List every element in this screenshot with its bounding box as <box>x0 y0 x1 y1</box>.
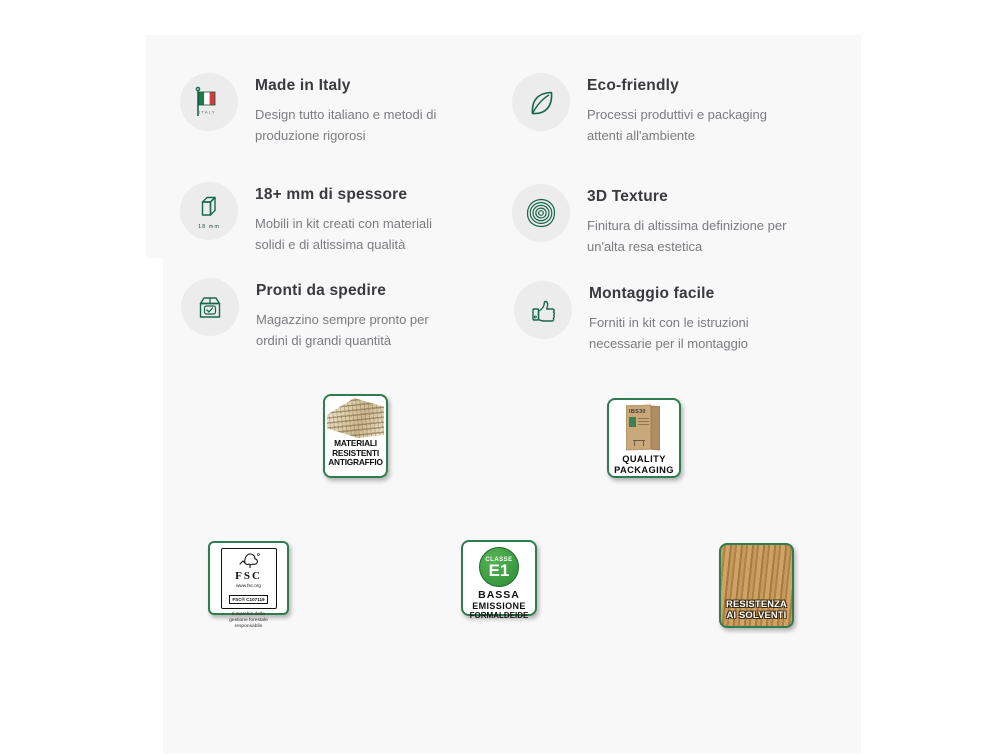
badge-text-line: RESISTENTI <box>332 447 379 458</box>
badge-text-line: QUALITY <box>622 454 666 464</box>
box-green-label <box>629 417 636 427</box>
badge-fsc-certification <box>208 541 289 629</box>
shipping-box-icon <box>181 278 239 336</box>
e1-class-seal <box>479 547 519 587</box>
badge-text-line: RESISTENZA <box>726 599 787 609</box>
badge-text-line: AI SOLVENTI <box>726 610 787 620</box>
feature-title: Made in Italy <box>255 77 351 94</box>
box-code: IBS30 <box>629 409 646 415</box>
badge-text-line: ANTIGRAFFIO <box>328 457 383 468</box>
fsc-caption-line: responsabile <box>234 624 263 629</box>
feature-title: 18+ mm di spessore <box>255 186 408 203</box>
fsc-caption-line: Il marchio della <box>232 612 265 617</box>
leaf-icon <box>512 73 570 131</box>
thumbs-up-icon <box>514 281 572 339</box>
feature-3d-texture <box>512 184 805 257</box>
fsc-license-code: FSC® C107119 <box>229 595 267 604</box>
badge-text-line: BASSA <box>478 589 520 601</box>
fsc-caption-line: gestione forestale <box>229 618 268 623</box>
thickness-label: 18 mm <box>198 223 220 230</box>
badge-text-line: MATERIALI <box>334 438 377 448</box>
feature-eco-friendly <box>512 73 805 146</box>
badge-text-line: EMISSIONE <box>472 601 526 611</box>
feature-title: Eco-friendly <box>587 77 679 94</box>
badge-text-line: FORMALDEIDE <box>469 611 529 620</box>
chipboard-image <box>327 398 384 438</box>
left-white-strip <box>146 258 163 753</box>
badge-quality-packaging <box>607 398 681 478</box>
feature-description: Processi produttivi e packaging attenti all'ambiente <box>587 107 767 143</box>
feature-thickness <box>180 182 447 255</box>
e1-class-label: CLASSE <box>485 556 513 563</box>
panel-thickness-icon <box>180 182 238 240</box>
feature-description: Finitura di altissima definizione per un'alta resa estetica <box>587 218 787 254</box>
fsc-website: www.fsc.org <box>236 583 261 588</box>
feature-description: Magazzino sempre pronto per ordini di grandi quantità <box>256 312 429 348</box>
badge-text-line: PACKAGING <box>614 464 674 475</box>
feature-title: Montaggio facile <box>589 285 715 302</box>
content-panel <box>146 35 861 753</box>
cardboard-box-image <box>622 404 666 452</box>
feature-title: Pronti da spedire <box>256 282 387 299</box>
badge-low-formaldehyde-e1 <box>461 540 537 620</box>
wood-grain-icon <box>512 184 570 242</box>
feature-description: Forniti in kit con le istruzioni necessarie per il montaggio <box>589 315 749 351</box>
feature-title: 3D Texture <box>587 188 668 205</box>
badge-solvent-resistant <box>719 543 794 628</box>
fsc-acronym: FSC <box>235 570 262 582</box>
flag-label: ITALY <box>199 109 216 115</box>
table-sketch <box>633 440 645 446</box>
feature-description: Mobili in kit creati con materiali solidi e di altissima qualità <box>255 216 433 252</box>
feature-description: Design tutto italiano e metodi di produzione rigorosi <box>255 107 437 143</box>
feature-ready-to-ship <box>181 278 448 351</box>
italy-flag-icon <box>180 73 238 131</box>
fsc-tree-icon <box>237 552 261 569</box>
e1-class-value: E1 <box>488 560 510 580</box>
feature-easy-assembly <box>514 281 807 354</box>
feature-made-in-italy <box>180 73 447 146</box>
badge-scratch-resistant-materials <box>323 394 388 478</box>
